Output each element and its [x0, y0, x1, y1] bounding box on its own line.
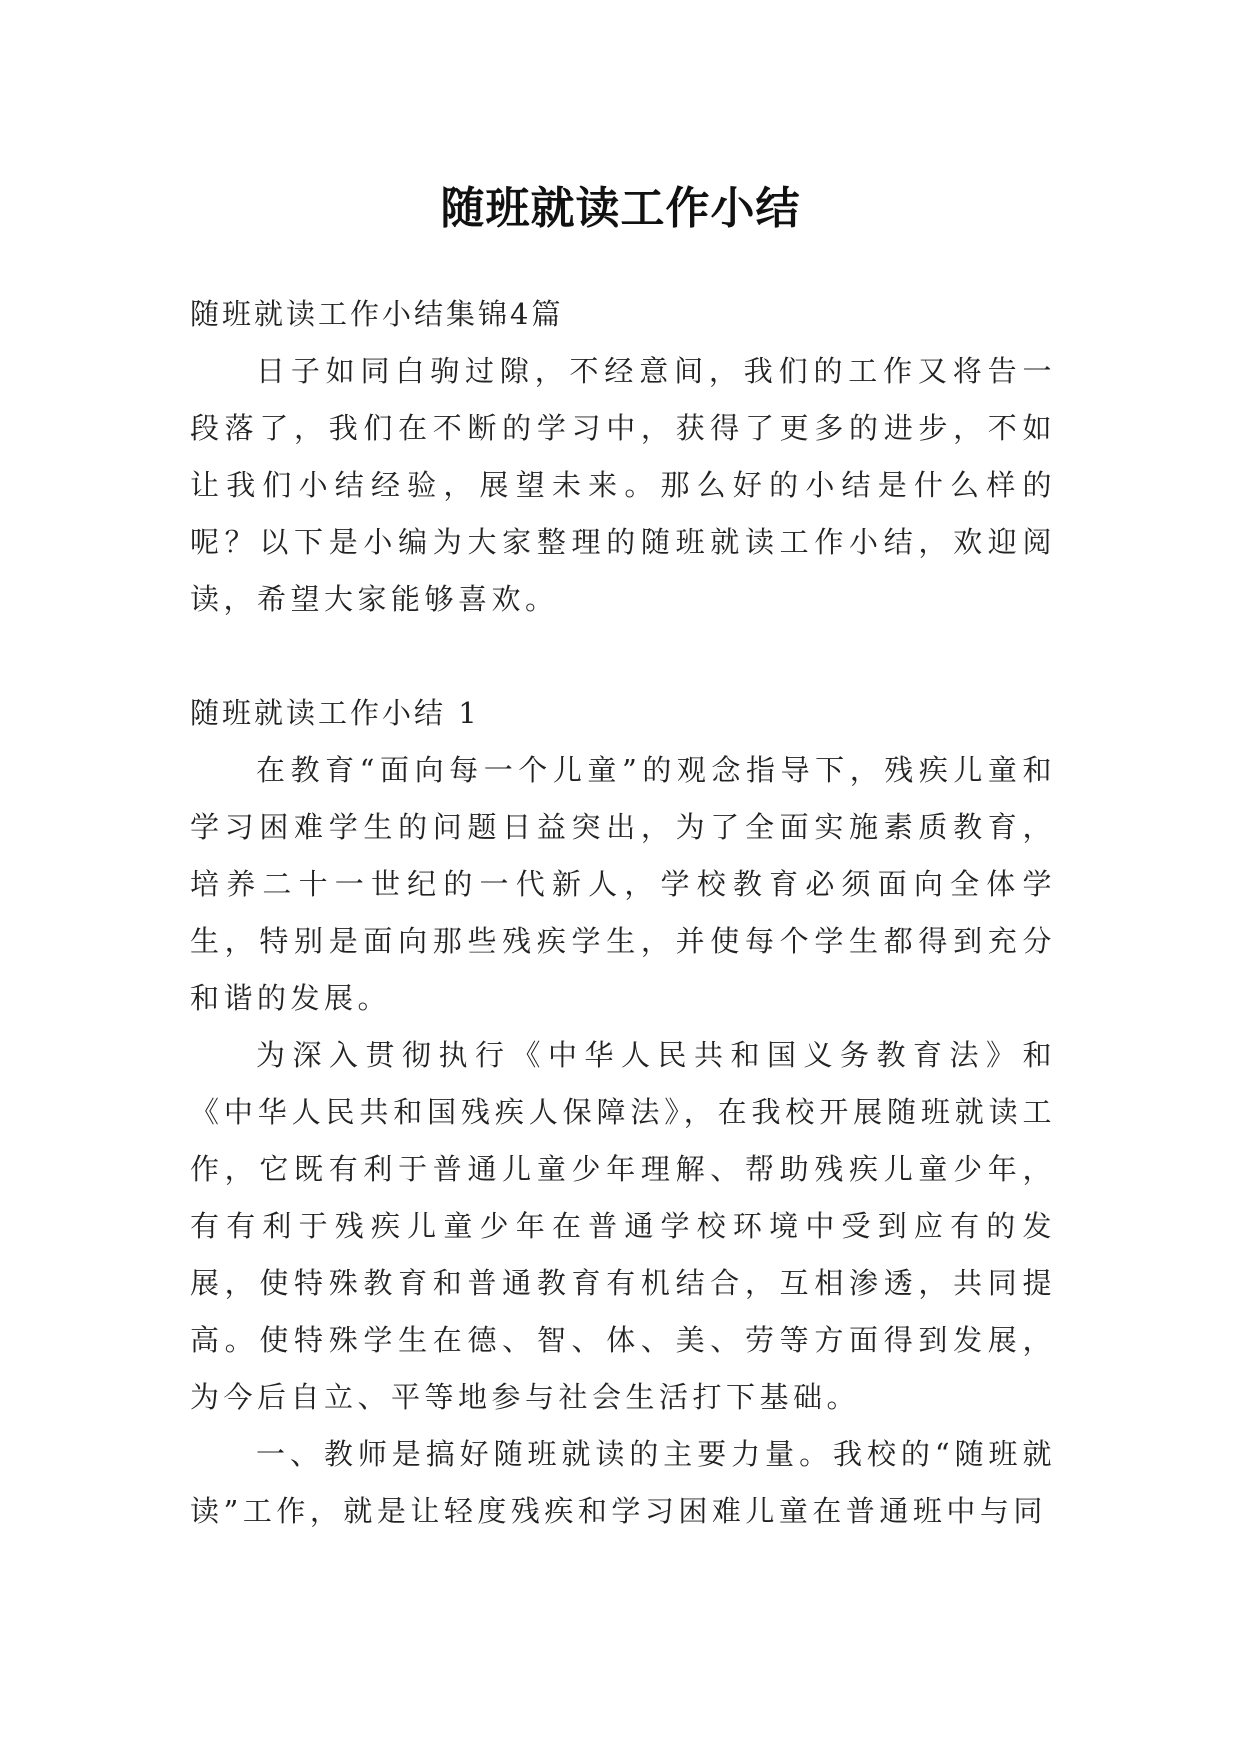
body-paragraph-2: 为深入贯彻执行《中华人民共和国义务教育法》和《中华人民共和国残疾人保障法》，在我校开展随班就读工作，它既有利于普通儿童少年理解、帮助残疾儿童少年，有有利于残疾儿童少年在普通学校环境中受到应有的发展，使特殊教育和普通教育有机结合，互相渗透，共同提高。使特殊学生在德、智、体、美、劳等方面得到发展，为今后自立、平等地参与社会生活打下基础。	[190, 1038, 1056, 1414]
body-paragraph-3: 一、教师是搞好随班就读的主要力量。我校的“随班就读”工作，就是让轻度残疾和学习困难儿童在普通班中与同	[190, 1437, 1056, 1528]
document-body	[190, 286, 1056, 1540]
collection-heading: 随班就读工作小结集锦4篇	[190, 297, 564, 331]
document-title: 随班就读工作小结	[440, 183, 801, 235]
intro-paragraph: 日子如同白驹过隙，不经意间，我们的工作又将告一段落了，我们在不断的学习中，获得了更多的进步，不如让我们小结经验，展望未来。那么好的小结是什么样的呢？以下是小编为大家整理的随班就读工作小结，欢迎阅读，希望大家能够喜欢。	[190, 354, 1056, 616]
body-paragraph-1: 在教育“面向每一个儿童”的观念指导下，残疾儿童和学习困难学生的问题日益突出，为了全面实施素质教育，培养二十一世纪的一代新人，学校教育必须面向全体学生，特别是面向那些残疾学生，并使每个学生都得到充分和谐的发展。	[190, 753, 1056, 1015]
section-heading: 随班就读工作小结 1	[190, 696, 480, 730]
